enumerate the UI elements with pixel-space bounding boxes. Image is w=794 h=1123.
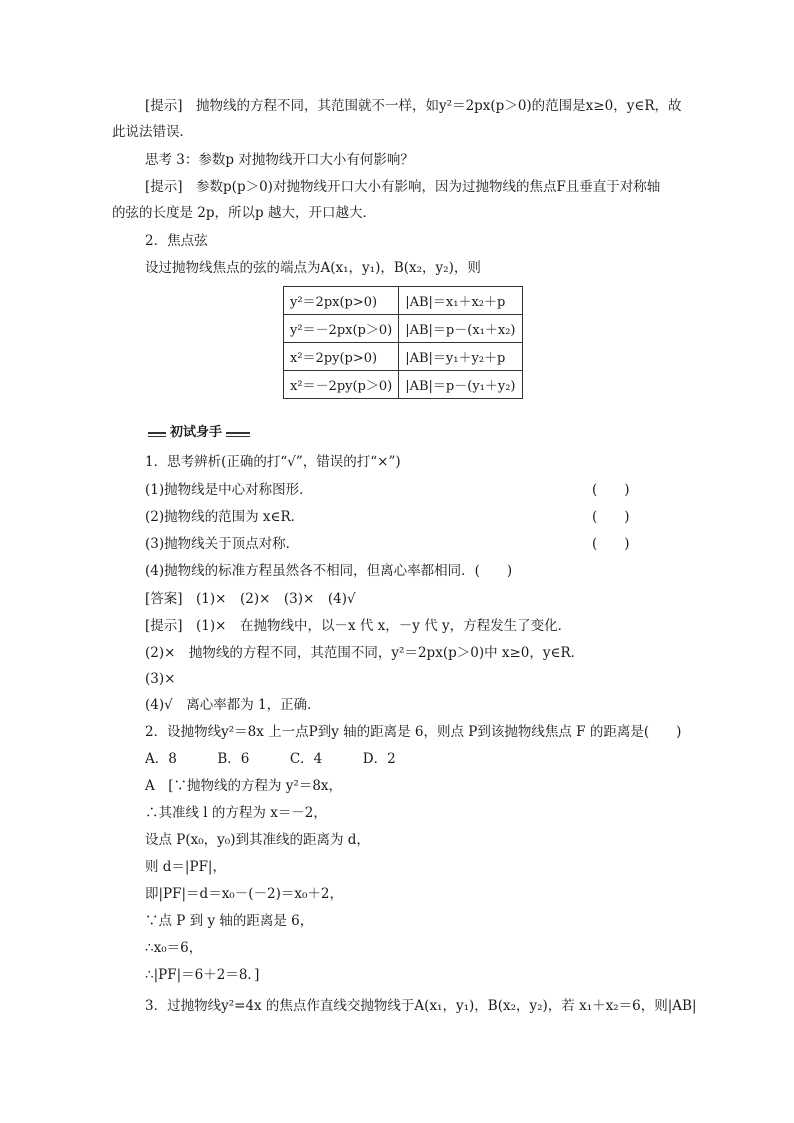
table-row [284,371,523,399]
section-focal-chord-heading: 2．焦点弦 [145,233,208,249]
hint-opening-line-1: [提示] 参数p(p＞0)对抛物线开口大小有影响，因为过抛物线的焦点F且垂直于对称轴 [145,179,661,195]
focal-chord-intro: 设过抛物线焦点的弦的端点为A(x₁，y₁)，B(x₂，y₂)，则 [145,260,481,276]
q2-solution-line: A [∵抛物线的方程为 y²＝8x， [145,778,343,794]
focal-chord-table [283,286,523,399]
table-cell-chord-length: |AB|＝y₁＋y₂＋p [399,343,522,371]
q1-answer: [答案] (1)× (2)× (3)× (4)√ [145,591,356,607]
table-cell-equation: x²＝2py(p>0) [284,343,399,371]
q3-stem: 3．过抛物线y²=4x 的焦点作直线交抛物线于A(x₁，y₁)，B(x₂，y₂)，若 x₁＋x₂＝6，则|AB| [145,998,697,1014]
q1-hint-4: (4)√ 离心率都为 1，正确． [145,697,321,713]
q1-hint-3: (3)× [145,671,176,687]
section-badge [148,424,250,442]
q1-item-3-blank: ( ) [592,536,630,552]
q1-item-4: (4)抛物线的标准方程虽然各不相同，但离心率都相同．( ) [145,563,513,579]
hint-range-line-2: 此说法错误． [112,124,193,140]
q2-solution-line: ∴|PF|＝6＋2＝8．] [145,967,260,983]
q2-options: A．8 B．6 C．4 D．2 [145,751,396,767]
table-cell-equation: y²＝－2px(p＞0) [284,315,399,343]
q1-item-3: (3)抛物线关于顶点对称． [145,536,300,552]
table-cell-chord-length: |AB|＝p－(y₁＋y₂) [399,371,522,399]
q2-solution-line: 则 d＝|PF|， [145,859,226,875]
q2-solution-line: ∵点 P 到 y 轴的距离是 6， [145,913,314,929]
think-question-3: 思考 3：参数p 对抛物线开口大小有何影响？ [145,152,414,168]
table-row [284,343,523,371]
q1-item-2-blank: ( ) [592,509,630,525]
q2-stem: 2．设抛物线y²＝8x 上一点P到y 轴的距离是 6，则点 P到该抛物线焦点 F 的距离是( ) [145,724,682,740]
q1-item-2: (2)抛物线的范围为 x∈R． [145,509,305,525]
q1-hint-1: [提示] (1)× 在抛物线中，以－x 代 x，－y 代 y，方程发生了变化． [145,618,572,634]
q2-solution-line: ∴其准线 l 的方程为 x＝－2， [145,805,327,821]
q2-solution-line: ∴x₀＝6， [145,940,203,956]
table-row [284,287,523,315]
table-row [284,315,523,343]
q1-item-1-blank: ( ) [592,482,630,498]
table-cell-equation: x²＝－2py(p＞0) [284,371,399,399]
badge-label: 初试身手 [166,424,226,442]
q2-solution-line: 即|PF|＝d＝x₀－(－2)＝x₀＋2， [145,886,343,902]
table-cell-chord-length: |AB|＝x₁＋x₂＋p [399,287,522,315]
hint-opening-line-2: 的弦的长度是 2p，所以p 越大，开口越大． [112,205,376,221]
q1-stem: 1．思考辨析(正确的打“√”，错误的打“×”) [145,454,401,470]
hint-range-line-1: [提示] 抛物线的方程不同，其范围就不一样，如y²＝2px(p＞0)的范围是x≥0，y∈R，故 [145,98,682,114]
table-cell-chord-length: |AB|＝p－(x₁＋x₂) [399,315,522,343]
q2-solution-line: 设点 P(x₀，y₀)到其准线的距离为 d， [145,832,370,848]
table-cell-equation: y²＝2px(p>0) [284,287,399,315]
q1-item-1: (1)抛物线是中心对称图形． [145,482,313,498]
q1-hint-2: (2)× 抛物线的方程不同，其范围不同，y²＝2px(p＞0)中 x≥0，y∈R． [145,645,585,661]
